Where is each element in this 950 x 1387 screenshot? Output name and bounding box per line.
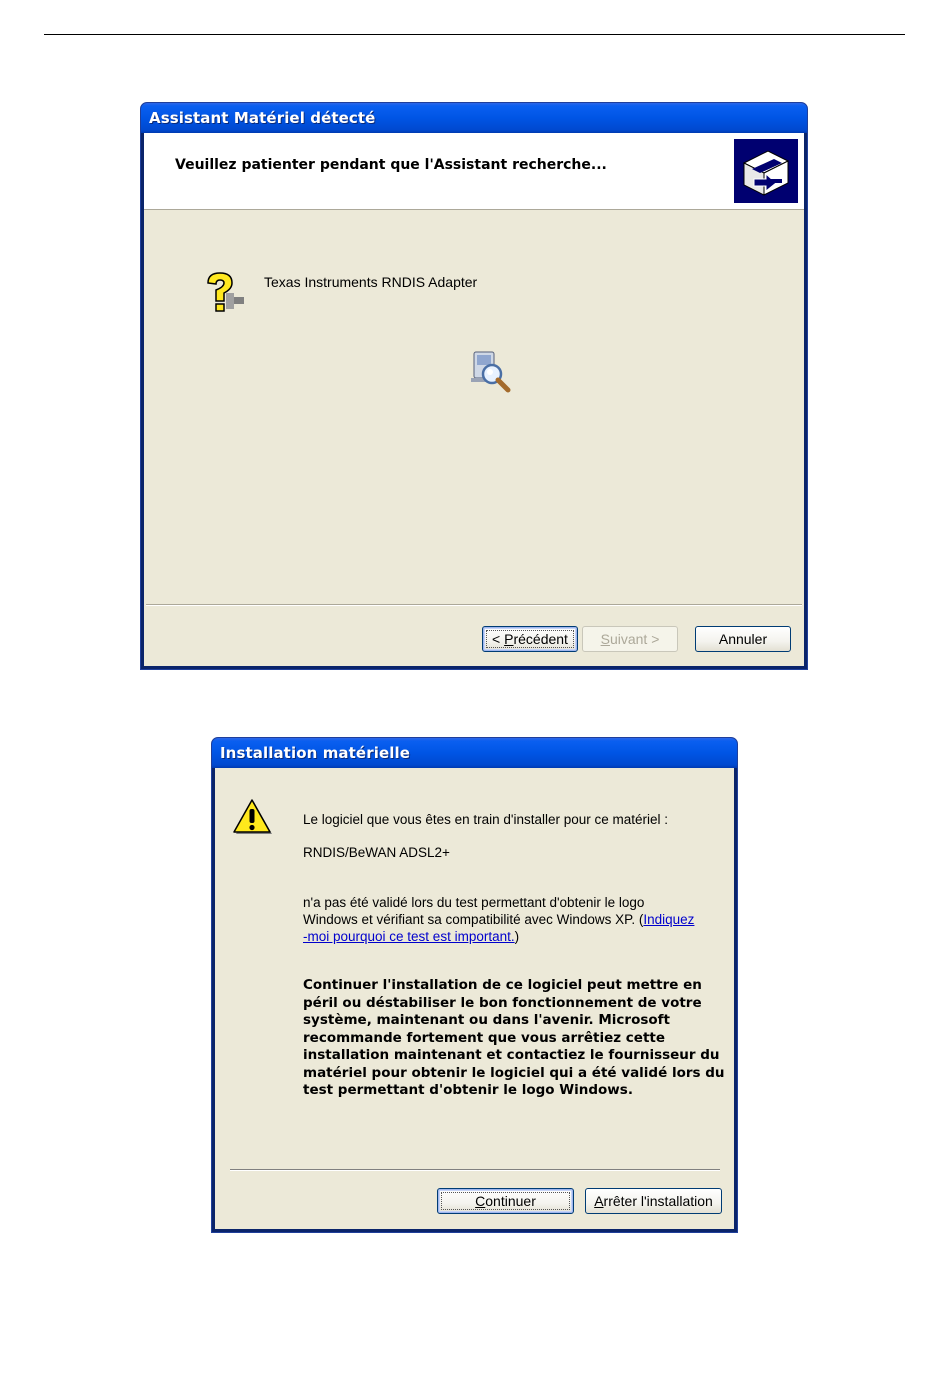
- cancel-button-label: Annuler: [718, 631, 768, 647]
- stop-button-label: rrêter l'installation: [603, 1193, 713, 1209]
- wizard-footer-separator: [146, 604, 802, 606]
- install-device-name: RNDIS/BeWAN ADSL2+: [303, 845, 450, 860]
- back-button-prefix: <: [492, 631, 505, 647]
- install-intro-text: Le logiciel que vous êtes en train d'installer pour ce matériel :: [303, 812, 669, 827]
- back-button[interactable]: [482, 626, 578, 652]
- install-logo-line1: n'a pas été validé lors du test permettant d'obtenir le logo: [303, 895, 645, 910]
- install-logo-line2-text: Windows et vérifiant sa compatibilité avec Windows XP. (: [303, 912, 644, 927]
- install-client: [215, 768, 734, 1229]
- wizard-header: [144, 133, 804, 210]
- question-mark-icon: [202, 271, 246, 315]
- wizard-title: Assistant Matériel détecté: [149, 109, 376, 127]
- install-title: Installation matérielle: [220, 744, 410, 762]
- detected-device-name: Texas Instruments RNDIS Adapter: [264, 274, 478, 290]
- logo-test-link-part2[interactable]: -moi pourquoi ce test est important.: [303, 929, 515, 944]
- next-button-mnemonic: S: [600, 631, 610, 647]
- warning-icon: [231, 796, 273, 838]
- continue-button[interactable]: [437, 1188, 574, 1214]
- stop-button-mnemonic: A: [594, 1193, 604, 1209]
- next-button[interactable]: [582, 626, 678, 652]
- install-logo-line3: [303, 928, 723, 945]
- wizard-title-bar[interactable]: [141, 103, 807, 133]
- back-button-label: récédent: [513, 631, 568, 647]
- wizard-client: [144, 133, 804, 666]
- install-warning-text: Continuer l'installation de ce logiciel peut mettre en péril ou déstabiliser le bon fonctionnement de votre système, maintenant ou dans l'avenir. Microsoft recommande fortement que vous arrêtiez cette installation maintenant et contactiez le fournisseur du matériel pour obtenir le logiciel qui a été validé lors du test permettant d'obtenir le logo Windows.: [303, 977, 725, 1098]
- install-logo-close-paren: ): [514, 929, 520, 944]
- back-button-mnemonic: P: [504, 631, 514, 647]
- next-button-label: uivant >: [609, 631, 660, 647]
- logo-test-link-part1[interactable]: Indiquez: [643, 912, 695, 927]
- hardware-wizard-icon: [734, 139, 798, 203]
- hardware-wizard-window: [140, 102, 808, 670]
- page-header-rule: [44, 34, 905, 35]
- stop-installation-button[interactable]: [585, 1188, 722, 1214]
- continue-button-label: ontinuer: [485, 1193, 536, 1209]
- cancel-button[interactable]: [695, 626, 791, 652]
- hardware-installation-dialog: [211, 737, 738, 1233]
- continue-button-mnemonic: C: [475, 1193, 486, 1209]
- wizard-header-text: Veuillez patienter pendant que l'Assistant recherche...: [175, 157, 607, 173]
- search-animation-icon: [468, 348, 516, 396]
- install-footer-separator: [230, 1169, 720, 1171]
- install-logo-text: [303, 894, 723, 945]
- install-title-bar[interactable]: [212, 738, 737, 768]
- install-logo-line2: [303, 911, 723, 928]
